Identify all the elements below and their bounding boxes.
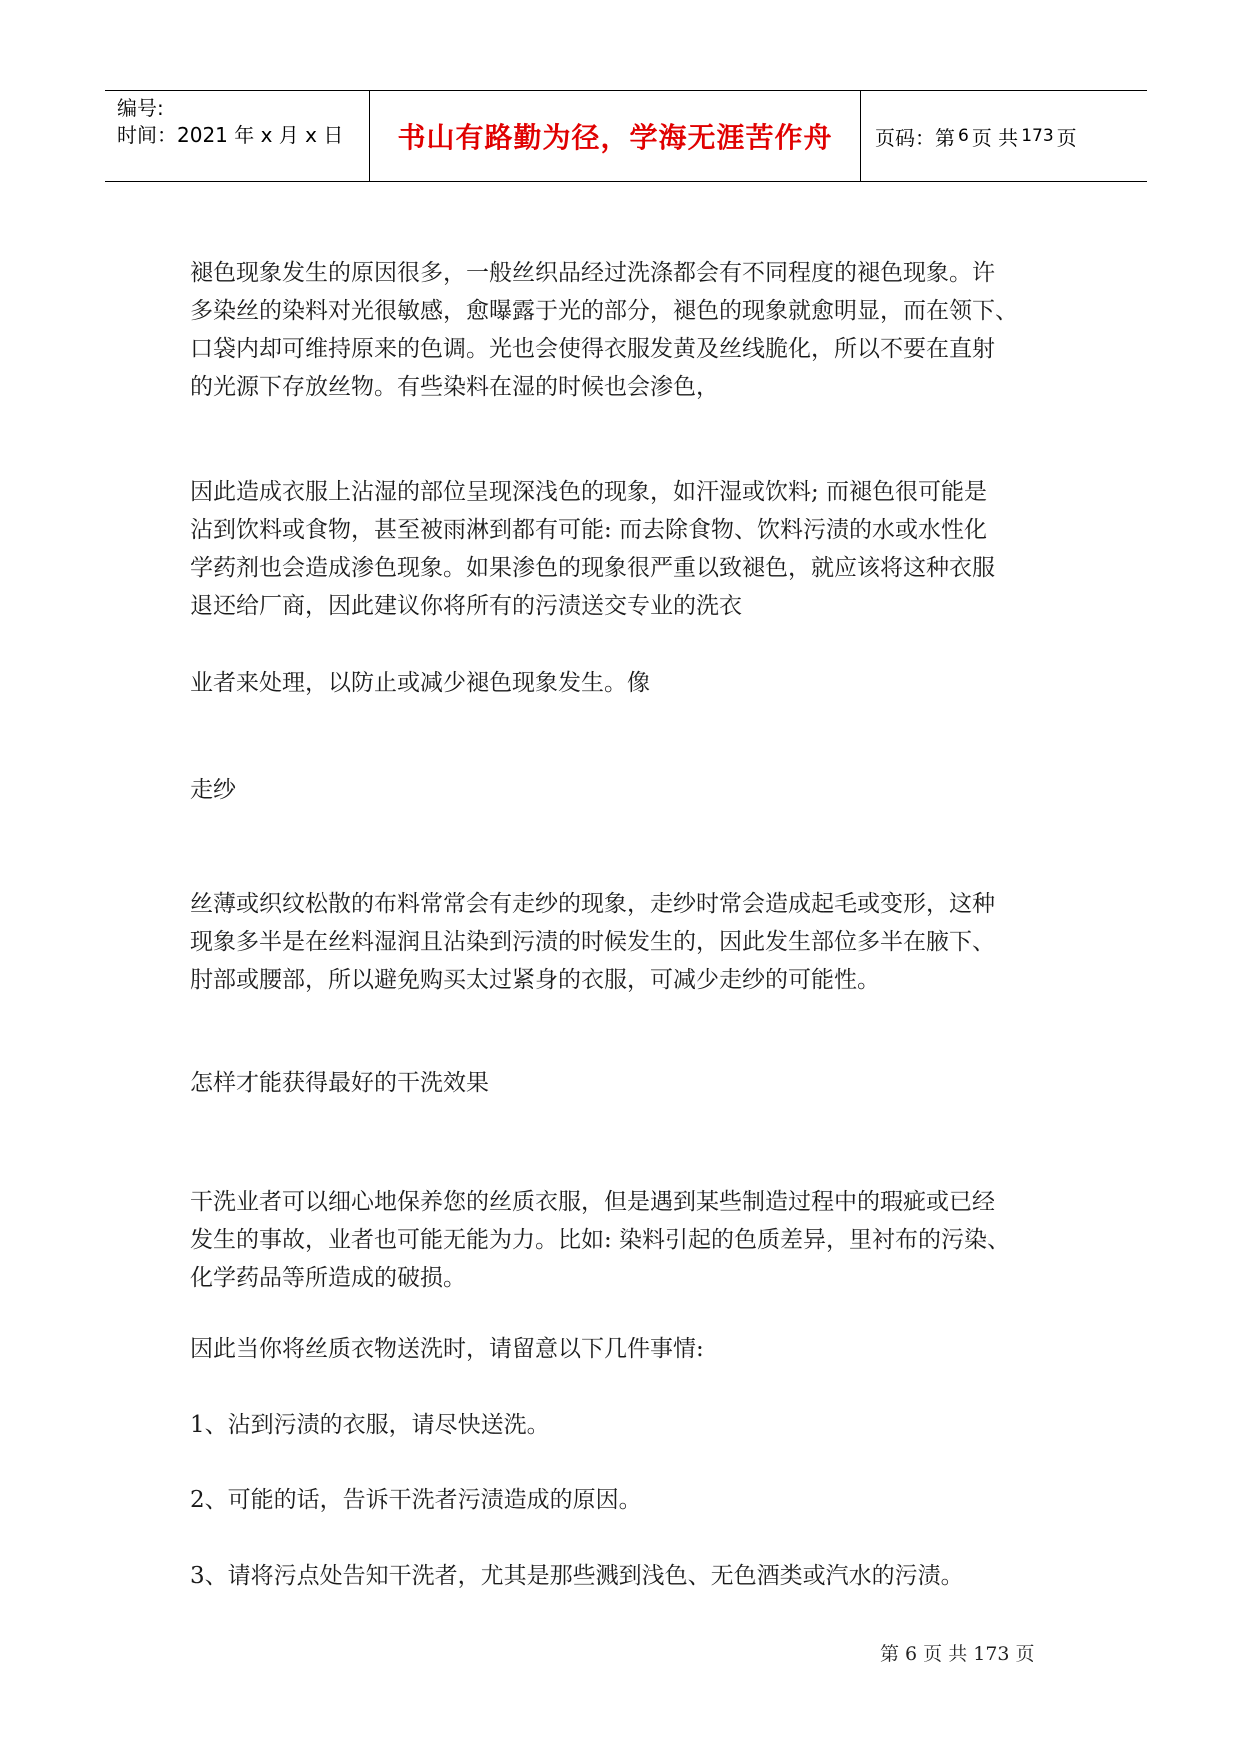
text-line: 化学药品等所造成的破损。: [190, 1265, 466, 1291]
list-item-text: 2、可能的话，告诉干洗者污渍造成的原因。: [190, 1487, 642, 1513]
paragraph-bleeding: [190, 473, 1070, 625]
heading-text: 走纱: [190, 777, 236, 803]
text-line: 业者来处理，以防止或减少褪色现象发生。像: [190, 670, 650, 696]
page-number: 6: [958, 126, 969, 146]
document-time: 时间：2021 年 x 月 x 日: [117, 123, 344, 147]
text-line: 沾到饮料或食物，甚至被雨淋到都有可能: 而去除食物、饮料污渍的水或水性化: [190, 517, 988, 543]
text-line: 因此当你将丝质衣物送洗时，请留意以下几件事情:: [190, 1336, 704, 1362]
paragraph-notes-intro: [190, 1330, 1070, 1368]
page-total: 173: [1021, 126, 1054, 146]
page-footer: 第 6 页 共 173 页: [880, 1643, 1035, 1665]
text-line: 干洗业者可以细心地保养您的丝质衣服，但是遇到某些制造过程中的瑕疵或已经: [190, 1189, 995, 1215]
page-prefix: 页码：第: [875, 125, 955, 150]
text-line: 多染丝的染料对光很敏感，愈曝露于光的部分，褪色的现象就愈明显，而在领下、: [190, 298, 1018, 324]
document-number-label: 编号:: [117, 96, 164, 120]
paragraph-dry-cleaners: [190, 1183, 1070, 1297]
text-line: 现象多半是在丝料湿润且沾染到污渍的时候发生的，因此发生部位多半在腋下、: [190, 929, 995, 955]
text-line: 退还给厂商，因此建议你将所有的污渍送交专业的洗衣: [190, 593, 742, 619]
text-line: 口袋内却可维持原来的色调。光也会使得衣服发黄及丝线脆化，所以不要在直射: [190, 336, 995, 362]
text-line: 学药剂也会造成渗色现象。如果渗色的现象很严重以致褪色，就应该将这种衣服: [190, 555, 995, 581]
text-line: 发生的事故，业者也可能无能为力。比如: 染料引起的色质差异，里衬布的污染、: [190, 1227, 1011, 1253]
list-item-text: 3、请将污点处告知干洗者，尤其是那些溅到浅色、无色酒类或汽水的污渍。: [190, 1563, 964, 1589]
list-item-1: [190, 1406, 1070, 1444]
section-heading-snagging: [190, 771, 1070, 809]
header-motto: 书山有路勤为径，学海无涯苦作舟: [397, 121, 833, 154]
text-line: 丝薄或织纹松散的布料常常会有走纱的现象，走纱时常会造成起毛或变形，这种: [190, 891, 995, 917]
list-item-3: [190, 1557, 1070, 1595]
list-item-2: [190, 1481, 1070, 1519]
page-suffix: 页: [1056, 125, 1077, 150]
text-line: 的光源下存放丝物。有些染料在湿的时候也会渗色，: [190, 374, 719, 400]
paragraph-fading: [190, 254, 1070, 406]
list-item-text: 1、沾到污渍的衣服，请尽快送洗。: [190, 1412, 550, 1438]
text-line: 因此造成衣服上沾湿的部位呈现深浅色的现象，如汗湿或饮料; 而褪色很可能是: [190, 479, 988, 505]
paragraph-continuation: [190, 664, 1070, 702]
page-mid: 页 共: [971, 125, 1019, 150]
page-header: [105, 90, 1147, 182]
text-line: 褪色现象发生的原因很多，一般丝织品经过洗涤都会有不同程度的褪色现象。许: [190, 260, 995, 286]
text-line: 肘部或腰部，所以避免购买太过紧身的衣服，可减少走纱的可能性。: [190, 967, 880, 993]
header-motto-cell: [370, 91, 861, 181]
header-meta: [105, 91, 370, 181]
paragraph-snagging: [190, 885, 1070, 999]
section-heading-best-results: [190, 1064, 1070, 1102]
heading-text: 怎样才能获得最好的干洗效果: [190, 1070, 489, 1096]
header-page-info: [861, 91, 1147, 181]
